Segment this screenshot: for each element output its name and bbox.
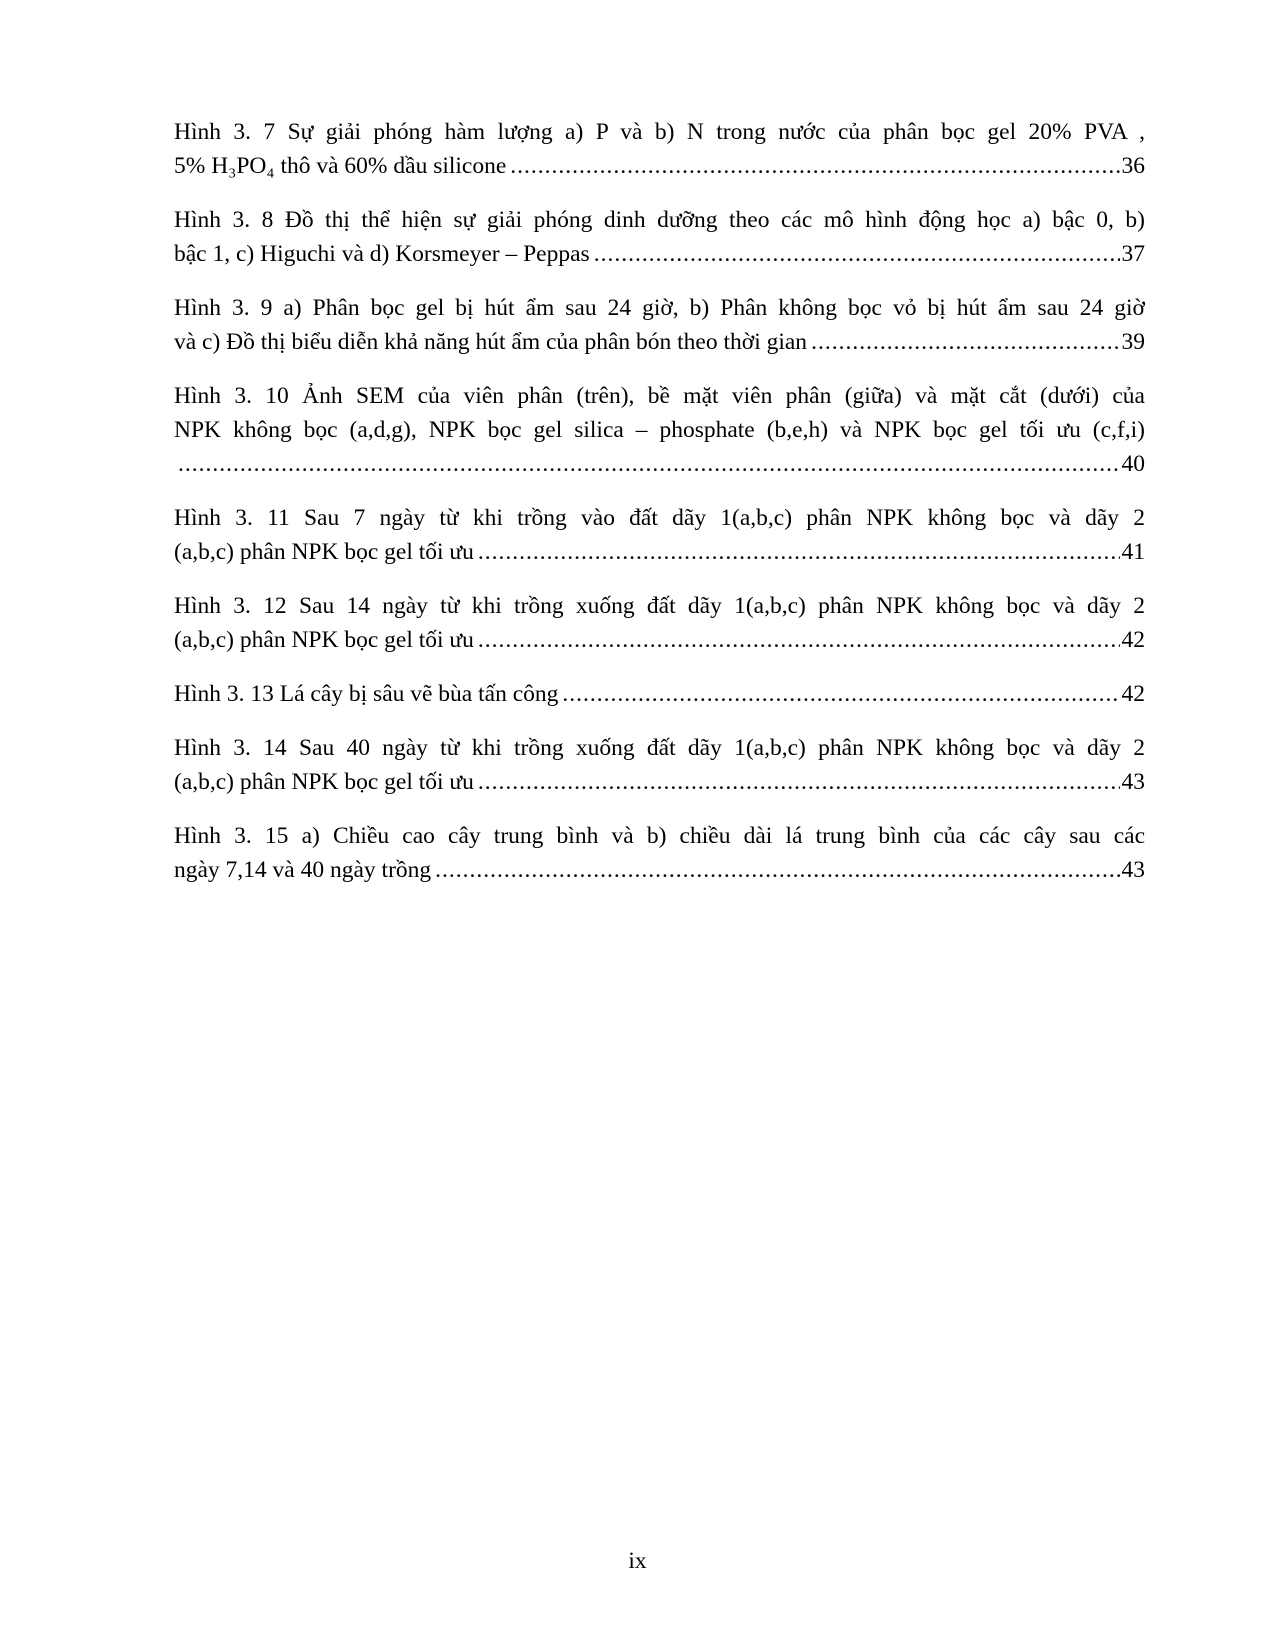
toc-entry-last-line	[174, 325, 1145, 359]
toc-page-number: 40	[1121, 451, 1145, 477]
toc-entry-figure-3-11[interactable]	[174, 501, 1145, 569]
toc-entry-text: 5% H₃PO₄ thô và 60% dầu silicone	[174, 153, 507, 179]
dot-leader	[811, 325, 1119, 359]
dot-leader	[510, 149, 1119, 183]
toc-entry-last-line	[174, 237, 1145, 271]
toc-entry-last-line	[174, 677, 1145, 711]
toc-page-number: 43	[1121, 857, 1145, 883]
dot-leader	[178, 447, 1120, 481]
toc-entry-text: Hình 3. 9 a) Phân bọc gel bị hút ẩm sau 24 giờ, b) Phân không bọc vỏ bị hút ẩm sau 24 giờ	[174, 295, 1145, 321]
toc-entry-figure-3-14[interactable]	[174, 731, 1145, 799]
toc-page-number: 42	[1121, 627, 1145, 653]
dot-leader	[594, 237, 1120, 271]
toc-entry-figure-3-10[interactable]	[174, 379, 1145, 481]
toc-entry-text: Hình 3. 12 Sau 14 ngày từ khi trồng xuống đất dãy 1(a,b,c) phân NPK không bọc và dãy 2	[174, 593, 1145, 619]
toc-entry-figure-3-13[interactable]	[174, 677, 1145, 711]
page-number-footer: ix	[628, 1548, 647, 1574]
toc-entry-last-line	[174, 447, 1145, 481]
toc-entry-text: Hình 3. 14 Sau 40 ngày từ khi trồng xuống đất dãy 1(a,b,c) phân NPK không bọc và dãy 2	[174, 735, 1145, 761]
toc-entry-text: và c) Đồ thị biểu diễn khả năng hút ẩm của phân bón theo thời gian	[174, 329, 808, 355]
table-of-figures	[174, 115, 1145, 907]
toc-entry-text: Hình 3. 13 Lá cây bị sâu vẽ bùa tấn công	[174, 681, 559, 707]
toc-entry-figure-3-8[interactable]	[174, 203, 1145, 271]
toc-page-number: 42	[1121, 681, 1145, 707]
toc-entry-text: (a,b,c) phân NPK bọc gel tối ưu	[174, 539, 474, 565]
toc-entry-last-line	[174, 535, 1145, 569]
toc-entry-text: NPK không bọc (a,d,g), NPK bọc gel silica – phosphate (b,e,h) và NPK bọc gel tối ưu (c,f,i)	[174, 417, 1145, 443]
toc-entry-text: Hình 3. 15 a) Chiều cao cây trung bình và b) chiều dài lá trung bình của các cây sau các	[174, 823, 1145, 849]
toc-entry-figure-3-12[interactable]	[174, 589, 1145, 657]
toc-entry-last-line	[174, 765, 1145, 799]
toc-entry-figure-3-15[interactable]	[174, 819, 1145, 887]
toc-entry-text: ngày 7,14 và 40 ngày trồng	[174, 857, 432, 883]
dot-leader	[435, 853, 1119, 887]
toc-entry-last-line	[174, 853, 1145, 887]
toc-entry-text: Hình 3. 11 Sau 7 ngày từ khi trồng vào đất dãy 1(a,b,c) phân NPK không bọc và dãy 2	[174, 505, 1145, 531]
toc-page-number: 41	[1121, 539, 1145, 565]
toc-entry-last-line	[174, 623, 1145, 657]
toc-page-number: 39	[1121, 329, 1145, 355]
toc-page-number: 43	[1121, 769, 1145, 795]
toc-page-number: 37	[1121, 241, 1145, 267]
toc-entry-text: (a,b,c) phân NPK bọc gel tối ưu	[174, 769, 474, 795]
toc-entry-text: Hình 3. 7 Sự giải phóng hàm lượng a) P và b) N trong nước của phân bọc gel 20% PVA ,	[174, 119, 1145, 145]
toc-entry-text: Hình 3. 8 Đồ thị thể hiện sự giải phóng dinh dưỡng theo các mô hình động học a) bậc 0, b)	[174, 207, 1145, 233]
toc-page-number: 36	[1121, 153, 1145, 179]
toc-entry-figure-3-7[interactable]	[174, 115, 1145, 183]
toc-entry-text: bậc 1, c) Higuchi và d) Korsmeyer – Peppas	[174, 241, 590, 267]
dot-leader	[478, 535, 1120, 569]
toc-entry-figure-3-9[interactable]	[174, 291, 1145, 359]
dot-leader	[478, 623, 1120, 657]
toc-entry-text: Hình 3. 10 Ảnh SEM của viên phân (trên), bề mặt viên phân (giữa) và mặt cắt (dưới) của	[174, 383, 1145, 409]
dot-leader	[562, 677, 1119, 711]
toc-entry-last-line	[174, 149, 1145, 183]
toc-entry-text: (a,b,c) phân NPK bọc gel tối ưu	[174, 627, 474, 653]
dot-leader	[478, 765, 1120, 799]
